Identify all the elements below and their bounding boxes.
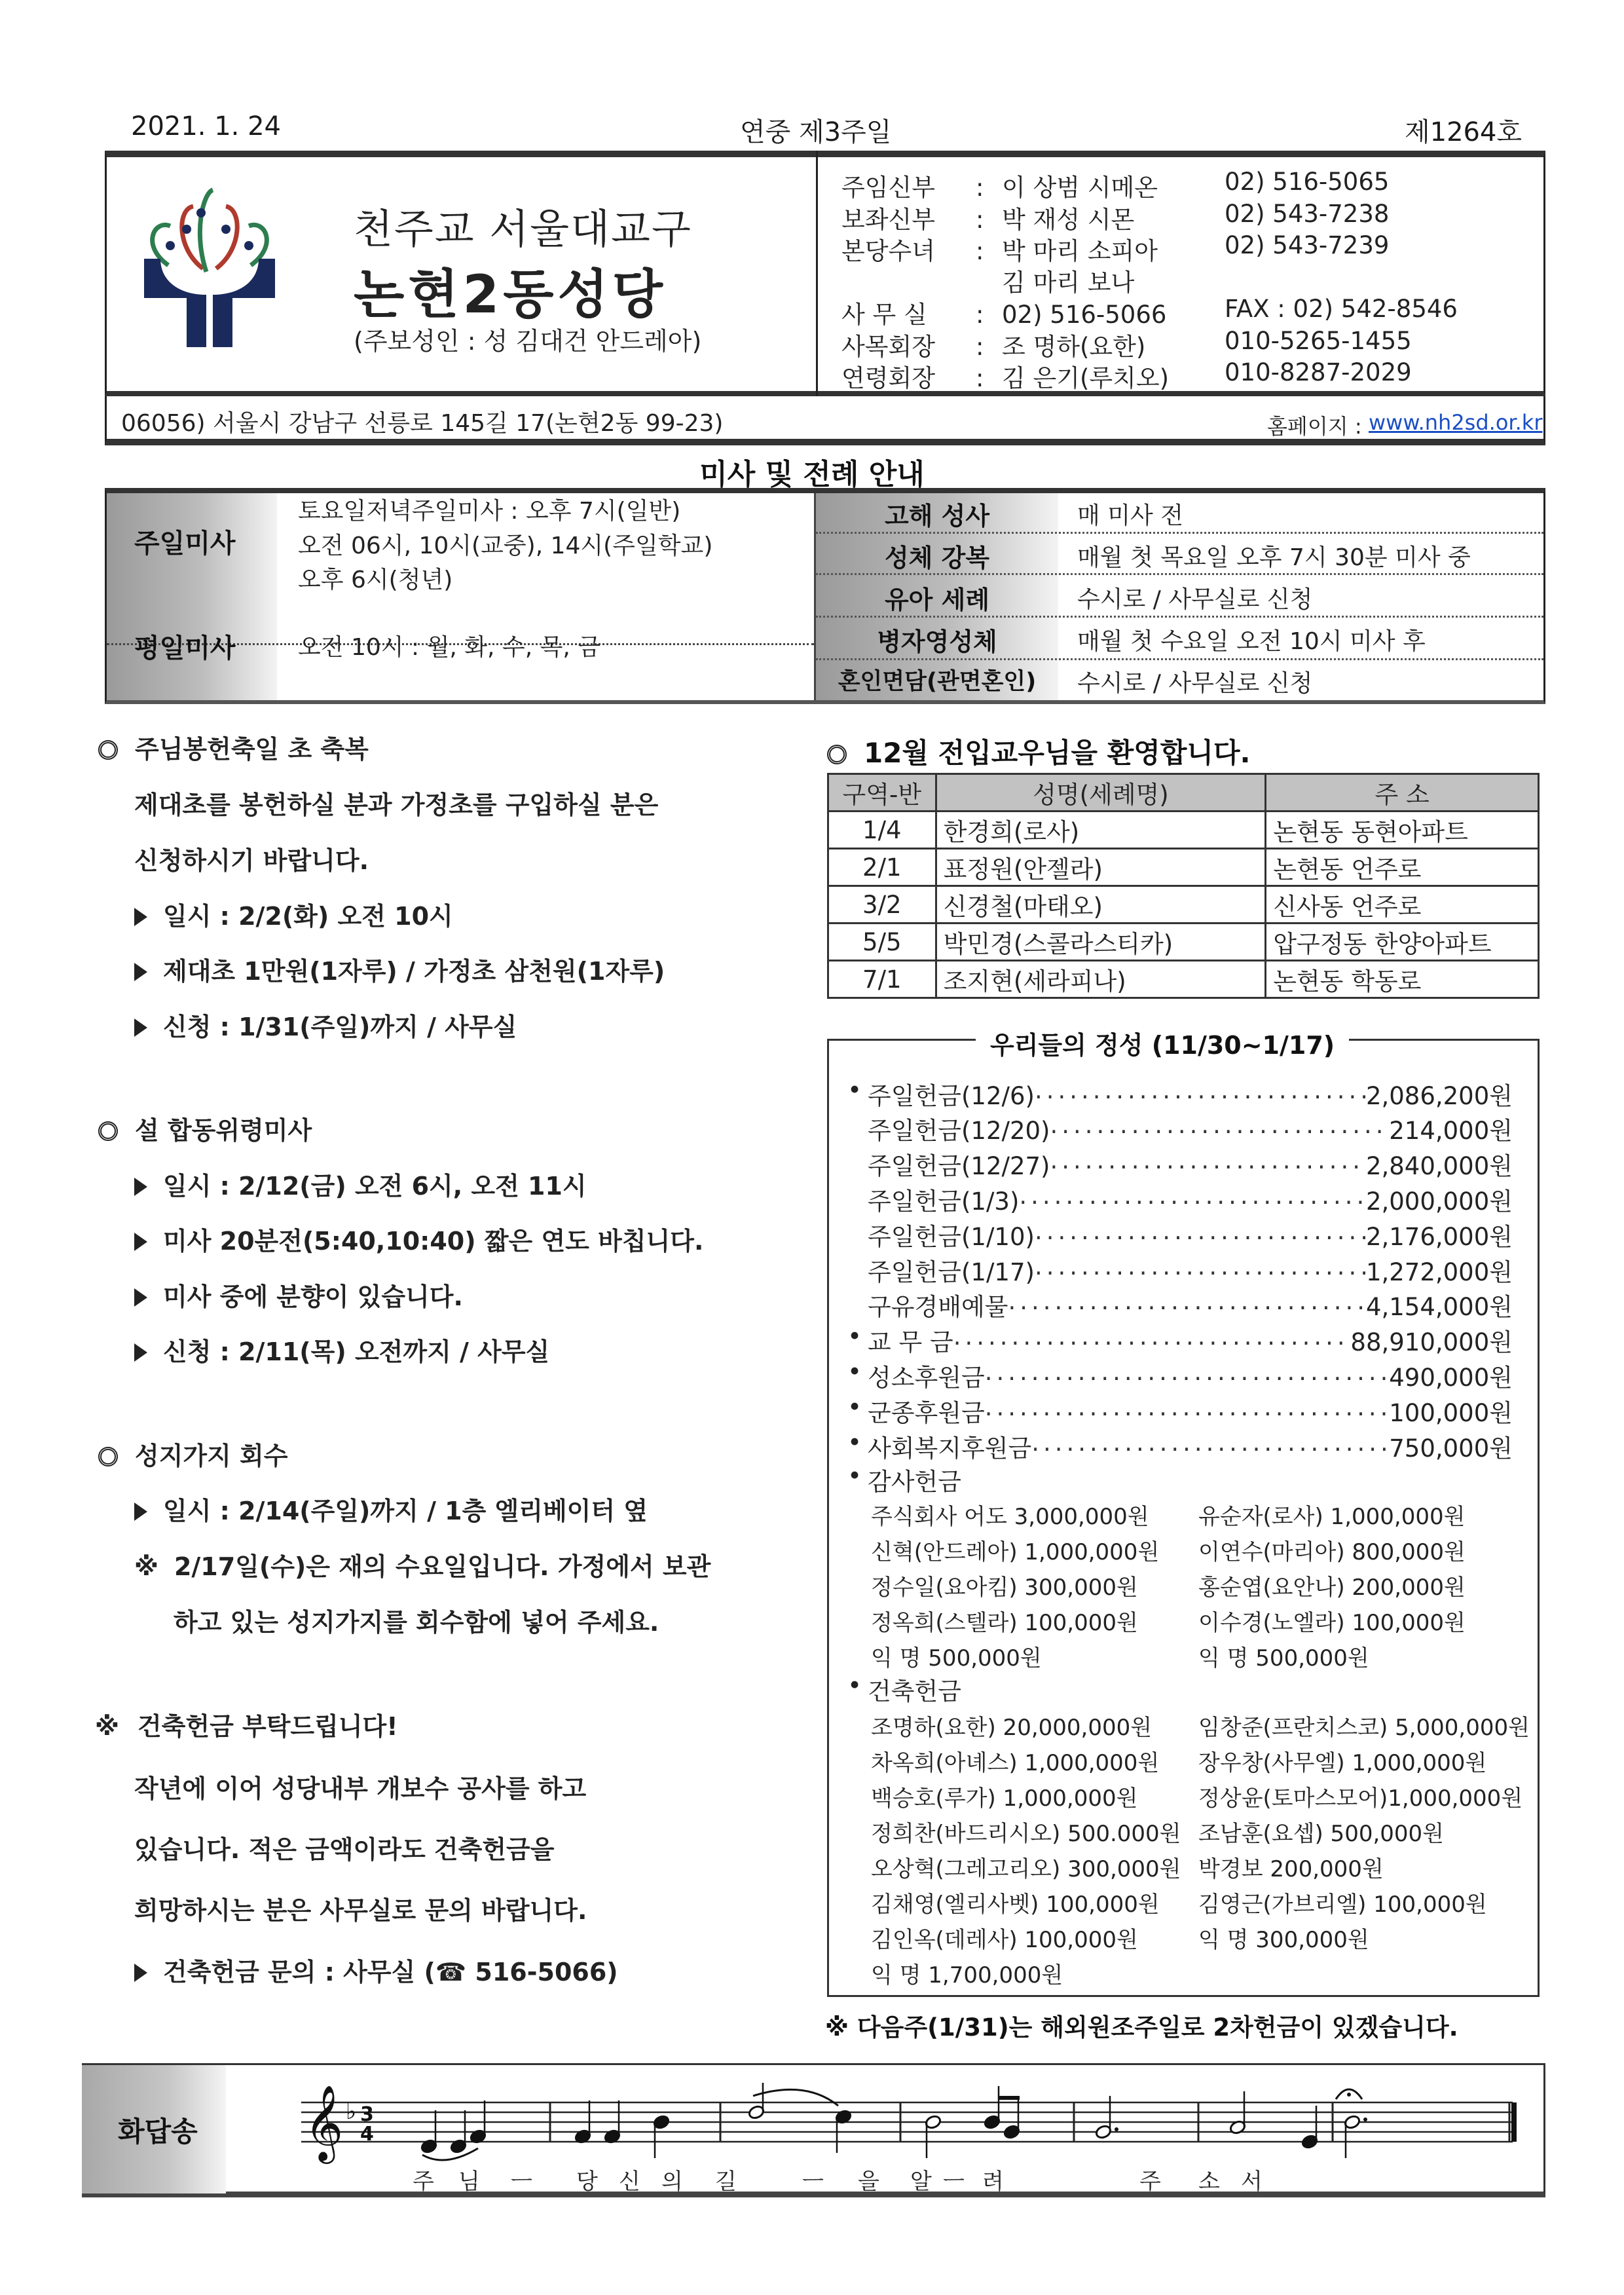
rite-text: 매월 첫 수요일 오전 10시 미사 후 (1077, 628, 1426, 655)
notice-title-text: 설 합동위령미사 (135, 1116, 312, 1145)
offering-row (841, 1393, 1513, 1428)
dot-leader (1035, 1217, 1366, 1252)
offering-row (841, 1217, 1513, 1252)
rite-label: 고해 성사 (884, 502, 990, 531)
notice-body: 있습니다. 적은 금액이라도 건축헌금을 (134, 1835, 555, 1864)
bullet-text: 미사 20분전(5:40,10:40) 짧은 연도 바칩니다. (163, 1227, 704, 1256)
staff-row (841, 327, 1264, 362)
offering-amount: 2,840,000원 (1365, 1152, 1513, 1180)
issue-number: 제1264호 (1405, 117, 1522, 147)
patron-saint: (주보성인 : 성 김대건 안드레아) (354, 327, 702, 356)
double-circle-icon (98, 1121, 118, 1141)
notice-bullet (134, 896, 453, 932)
treble-clef-icon: 𝄞 (304, 2084, 344, 2161)
slur (753, 2089, 838, 2106)
bullet-icon: • (847, 1462, 862, 1490)
bullet-icon: • (847, 1322, 862, 1351)
dot-leader (1031, 1428, 1389, 1464)
staff-name: 조 명하(요한) (1002, 333, 1146, 361)
staff-name: 김 마리 보나 (1002, 269, 1135, 297)
staff-phone: 02) 543-7239 (1225, 231, 1390, 259)
donor-entry: 차옥희(아녜스) 1,000,000원 (871, 1750, 1160, 1776)
dot-leader (985, 1358, 1390, 1393)
staff-name: 박 마리 소피아 (1002, 237, 1158, 265)
donor-entry: 백승호(루가) 1,000,000원 (871, 1785, 1138, 1812)
notice-bullet (134, 1007, 517, 1043)
rite-text: 수시로 / 사무실로 신청 (1077, 670, 1313, 697)
triangle-bullet-icon (134, 1343, 147, 1362)
weekday-mass-text: 오전 10시 : 월, 화, 수, 목, 금 (298, 634, 601, 661)
offering-label: 주일헌금(12/20) (868, 1117, 1050, 1145)
offering-amount: 2,000,000원 (1365, 1187, 1513, 1216)
donor-entry: 익 명 300,000원 (1198, 1927, 1369, 1953)
donor-entry: 익 명 500,000원 (871, 1645, 1042, 1671)
lyric-syllable: 소 (1198, 2169, 1220, 2195)
table-header-row (828, 774, 1539, 812)
time-signature: 4 (360, 2123, 374, 2146)
notice-title-memorial (98, 1110, 312, 1146)
offering-row (841, 1182, 1513, 1217)
name-cell: 한경희(로사) (936, 812, 1266, 849)
donor-entry: 유순자(로사) 1,000,000원 (1198, 1504, 1466, 1530)
welcome-title (827, 732, 1251, 771)
lyric-syllable: 길 (715, 2169, 737, 2195)
dot-leader (985, 1393, 1390, 1428)
staff-name: 이 상범 시메온 (1002, 174, 1158, 202)
offering-label: 사회복지후원금 (868, 1434, 1032, 1463)
double-circle-icon (98, 1447, 118, 1466)
section-label: 감사헌금 (868, 1468, 961, 1496)
offerings-title: 우리들의 정성 (11/30~1/17) (976, 1025, 1349, 1061)
zone-cell: 3/2 (828, 886, 936, 924)
notice-title-text: 주님봉헌축일 초 축복 (135, 735, 369, 764)
lyric-syllable: 주 (413, 2169, 434, 2195)
address-cell: 압구정동 한양아파트 (1266, 924, 1539, 961)
staff-role: 연령회장 (841, 364, 935, 392)
diocese-name: 천주교 서울대교구 (354, 205, 692, 253)
mass-section-title: 미사 및 전례 안내 (699, 458, 925, 491)
notice-title-palms (98, 1436, 287, 1472)
colon: : (976, 301, 984, 329)
lyric-syllable: 서 (1241, 2169, 1263, 2195)
lyric-syllable: 님 (458, 2169, 480, 2195)
staff-name: 김 은기(루치오) (1002, 364, 1170, 392)
bullet-icon (841, 1111, 868, 1146)
sunday-mass-label-cell (107, 493, 277, 644)
staff-role: 보좌신부 (841, 206, 935, 234)
rite-text: 매월 첫 목요일 오후 7시 30분 미사 중 (1077, 544, 1471, 571)
offering-row (841, 1322, 1513, 1358)
flat-icon: ♭ (346, 2099, 357, 2125)
staff-role: 사목회장 (841, 333, 935, 361)
dot-leader (1035, 1252, 1366, 1288)
bullet-text: 일시 : 2/2(화) 오전 10시 (163, 902, 453, 931)
rite-label: 성체 강복 (884, 544, 990, 572)
address-cell: 신사동 언주로 (1266, 886, 1539, 924)
donor-entry: 이수경(노엘라) 100,000원 (1198, 1610, 1466, 1636)
offering-amount: 88,910,000원 (1350, 1328, 1513, 1356)
offering-row (841, 1428, 1513, 1464)
donor-entry: 김채영(엘리사벳) 100,000원 (871, 1892, 1160, 1918)
bullet-text: 건축헌금 문의 : 사무실 (☎ 516-5066) (163, 1958, 618, 1987)
table-row (828, 849, 1539, 886)
lyric-syllable: 당 (576, 2169, 598, 2195)
reference-mark-icon: ※ (95, 1712, 119, 1741)
colon: : (976, 206, 984, 234)
colon: : (976, 364, 984, 392)
staff-phone: 02) 516-5065 (1225, 168, 1390, 196)
offering-row (841, 1111, 1513, 1146)
staff-role: 주임신부 (841, 174, 935, 202)
masthead-divider (816, 151, 818, 396)
final-barline (1511, 2102, 1517, 2142)
lyric-syllable: 의 (661, 2169, 683, 2195)
donor-entry: 박경보 200,000원 (1198, 1856, 1384, 1882)
staff-role: 사 무 실 (841, 301, 927, 329)
offering-amount: 214,000원 (1389, 1117, 1513, 1145)
dot-leader (953, 1322, 1351, 1358)
offering-label: 주일헌금(1/17) (868, 1258, 1035, 1286)
notice-body: 희망하시는 분은 사무실로 문의 바랍니다. (134, 1896, 587, 1925)
lyric-syllable: ㅡ (802, 2169, 824, 2195)
bullet-icon (841, 1287, 868, 1322)
name-cell: 박민경(스콜라스티카) (936, 924, 1266, 961)
table-row (828, 812, 1539, 849)
column-header: 성명(세례명) (936, 774, 1266, 812)
homepage-link[interactable]: www.nh2sd.or.kr (1369, 410, 1543, 435)
sunday-mass-line: 오후 6시(청년) (298, 567, 453, 593)
notice-body: 제대초를 봉헌하실 분과 가정초를 구입하실 분은 (134, 791, 659, 819)
lyric-syllable: ㅡ (943, 2169, 965, 2195)
zone-cell: 1/4 (828, 812, 936, 849)
offering-row (841, 1076, 1513, 1111)
triangle-bullet-icon (134, 1964, 147, 1982)
lyric-syllable: 주 (1139, 2169, 1161, 2195)
homepage-label: 홈페이지 : (1267, 414, 1362, 439)
colon: : (976, 237, 984, 265)
offering-label: 주일헌금(12/6) (868, 1082, 1035, 1110)
triangle-bullet-icon (134, 1233, 147, 1251)
notice-bullet (134, 1166, 587, 1202)
dot-leader (1050, 1111, 1389, 1146)
section-label: 건축헌금 (868, 1677, 961, 1706)
donor-entry: 주식회사 어도 3,000,000원 (871, 1504, 1149, 1530)
bullet-icon (841, 1252, 868, 1288)
dot-leader (1008, 1287, 1365, 1322)
colon: : (976, 333, 984, 361)
notice-title-text: 성지가지 회수 (135, 1442, 288, 1470)
donor-entry: 임창준(프란치스코) 5,000,000원 (1198, 1715, 1530, 1741)
parish-name: 논현2동성당 (354, 264, 667, 325)
bullet-icon: • (847, 1358, 862, 1386)
note-text: 하고 있는 성지가지를 회수함에 넣어 주세요. (174, 1608, 659, 1637)
lyric-syllable: ㅡ (511, 2169, 532, 2195)
notice-bullet (134, 1221, 703, 1257)
rite-label: 병자영성체 (877, 627, 997, 656)
bullet-text: 미사 중에 분향이 있습니다. (163, 1282, 463, 1311)
liturgical-sunday: 연중 제3주일 (740, 117, 892, 147)
fermata-dot (1347, 2093, 1351, 2097)
rite-label: 혼인면담(관면혼인) (838, 669, 1037, 695)
dot-leader (1019, 1182, 1366, 1217)
notes (420, 2083, 1367, 2158)
rite-text: 수시로 / 사무실로 신청 (1077, 586, 1313, 613)
notice-title-text: 건축헌금 부탁드립니다! (137, 1712, 398, 1741)
staff-row (841, 295, 1264, 330)
bullet-text: 제대초 1만원(1자루) / 가정초 삼천원(1자루) (163, 957, 665, 986)
notice-note (134, 1546, 710, 1582)
next-week-notice: ※ 다음주(1/31)는 해외원조주일로 2차헌금이 있겠습니다. (825, 2013, 1458, 2042)
notice-title-candles (98, 729, 369, 765)
donor-entry: 홍순엽(요안나) 200,000원 (1198, 1575, 1466, 1601)
time-signature: 3 (360, 2103, 374, 2126)
offering-row (841, 1146, 1513, 1182)
offering-row (841, 1252, 1513, 1288)
notice-bullet (134, 1491, 648, 1527)
table-row (828, 961, 1539, 998)
offering-amount: 2,176,000원 (1365, 1223, 1513, 1251)
staff-row (841, 168, 1264, 203)
weekday-mass-label: 평일미사 (134, 633, 236, 663)
bullet-icon (841, 1217, 868, 1252)
column-header: 주 소 (1266, 774, 1539, 812)
notice-title-building (95, 1706, 398, 1742)
offering-label: 주일헌금(1/3) (868, 1187, 1020, 1216)
donor-entry: 오상혁(그레고리오) 300,000원 (871, 1856, 1181, 1882)
offering-label: 구유경배예물 (868, 1293, 1008, 1321)
double-circle-icon (98, 740, 118, 760)
donor-entry: 김영근(가브리엘) 100,000원 (1198, 1892, 1487, 1918)
offering-label: 성소후원금 (868, 1364, 985, 1392)
offering-label: 군종후원금 (868, 1399, 985, 1427)
staff-row (841, 358, 1264, 394)
bullet-text: 일시 : 2/12(금) 오전 6시, 오전 11시 (163, 1172, 587, 1201)
dot (1115, 2127, 1118, 2131)
donor-entry: 익 명 1,700,000원 (871, 1962, 1063, 1988)
dotted-divider (816, 658, 1543, 660)
donor-entry: 조남훈(요셉) 500,000원 (1198, 1821, 1444, 1847)
offering-label: 주일헌금(12/27) (868, 1152, 1050, 1180)
bullet-icon: • (847, 1428, 862, 1457)
bullet-icon (841, 1182, 868, 1217)
offering-label: 교 무 금 (868, 1328, 953, 1356)
fax-number: FAX : 02) 542-8546 (1225, 295, 1458, 323)
table-row (828, 886, 1539, 924)
notice-bullet (134, 1277, 463, 1313)
note-text: 2/17일(수)은 재의 수요일입니다. 가정에서 보관 (174, 1552, 711, 1581)
beam (999, 2096, 1020, 2100)
bullet-text: 신청 : 2/11(목) 오전까지 / 사무실 (163, 1337, 550, 1366)
triangle-bullet-icon (134, 1018, 147, 1037)
dot (1363, 2118, 1367, 2121)
parish-logo-icon (141, 187, 278, 347)
parish-address: 06056) 서울시 강남구 선릉로 145길 17(논현2동 99-23) (121, 410, 724, 437)
donor-entry: 정옥희(스텔라) 100,000원 (871, 1610, 1138, 1636)
notice-bullet (134, 1952, 618, 1988)
staff-row (841, 200, 1264, 235)
donor-entry: 정상윤(토마스모어)1,000,000원 (1198, 1785, 1523, 1812)
bulletin-date: 2021. 1. 24 (131, 111, 282, 141)
staff-phone: 010-8287-2029 (1225, 358, 1412, 386)
reference-mark-icon: ※ (134, 1552, 158, 1581)
newcomers-table (827, 773, 1540, 999)
triangle-bullet-icon (134, 963, 147, 981)
name-cell: 표정원(안젤라) (936, 849, 1266, 886)
welcome-title-text: 12월 전입교우님을 환영합니다. (864, 737, 1251, 769)
triangle-bullet-icon (134, 1288, 147, 1307)
dot-leader (1050, 1146, 1365, 1182)
name-cell: 조지현(세라피나) (936, 961, 1266, 998)
donor-entry: 이연수(마리아) 800,000원 (1198, 1539, 1466, 1565)
lyric-syllable: 알 (910, 2169, 932, 2195)
sunday-mass-label: 주일미사 (134, 529, 236, 559)
staff-phone: 010-5265-1455 (1225, 327, 1412, 355)
lyric-syllable: 을 (858, 2169, 879, 2195)
donor-entry: 신혁(안드레아) 1,000,000원 (871, 1539, 1160, 1565)
notice-bullet (134, 951, 665, 987)
dotted-divider (816, 532, 1543, 534)
dotted-divider (816, 616, 1543, 618)
bullet-icon: • (847, 1076, 862, 1104)
rite-text: 매 미사 전 (1077, 502, 1183, 529)
staff-name: 박 재성 시몬 (1002, 206, 1135, 234)
zone-cell: 7/1 (828, 961, 936, 998)
offering-amount: 490,000원 (1389, 1364, 1513, 1392)
zone-cell: 5/5 (828, 924, 936, 961)
rite-label: 유아 세례 (884, 586, 990, 614)
donor-entry: 조명하(요한) 20,000,000원 (871, 1715, 1153, 1741)
offering-section (841, 1462, 1513, 1497)
lyric-syllable: 신 (619, 2169, 640, 2195)
zone-cell: 2/1 (828, 849, 936, 886)
table-row (828, 924, 1539, 961)
staff-row (841, 231, 1264, 267)
offering-row (841, 1287, 1513, 1322)
bullet-text: 일시 : 2/14(주일)까지 / 1층 엘리베이터 옆 (163, 1497, 648, 1525)
donor-entry: 정희찬(바드리시오) 500.000원 (871, 1821, 1181, 1847)
offering-amount: 1,272,000원 (1365, 1258, 1513, 1286)
triangle-bullet-icon (134, 908, 147, 926)
bullet-text: 신청 : 1/31(주일)까지 / 사무실 (163, 1013, 517, 1041)
triangle-bullet-icon (134, 1178, 147, 1196)
psalm-label: 화답송 (118, 2116, 198, 2148)
address-cell: 논현동 언주로 (1266, 849, 1539, 886)
staff-name: 02) 516-5066 (1002, 301, 1167, 329)
notice-body: 신청하시기 바랍니다. (134, 846, 369, 875)
lyric-syllable: 려 (982, 2169, 1004, 2195)
donor-entry: 익 명 500,000원 (1198, 1645, 1369, 1671)
offering-amount: 4,154,000원 (1365, 1293, 1513, 1321)
offering-label: 주일헌금(1/10) (868, 1223, 1035, 1251)
offering-row (841, 1358, 1513, 1393)
notice-bullet (134, 1332, 549, 1368)
offering-amount: 100,000원 (1389, 1399, 1513, 1427)
notice-body: 작년에 이어 성당내부 개보수 공사를 하고 (134, 1774, 587, 1803)
staff-row (841, 263, 1264, 298)
staff-role: 본당수녀 (841, 237, 935, 265)
donor-entry: 장우창(사무엘) 1,000,000원 (1198, 1750, 1487, 1776)
bullet-icon: • (847, 1393, 862, 1421)
donor-entry: 김인옥(데레사) 100,000원 (871, 1927, 1138, 1953)
offering-section (841, 1671, 1513, 1707)
colon: : (976, 174, 984, 202)
address-cell: 논현동 학동로 (1266, 961, 1539, 998)
bullet-icon: • (847, 1671, 862, 1700)
triangle-bullet-icon (134, 1502, 147, 1521)
donor-entry: 정수일(요아킴) 300,000원 (871, 1575, 1138, 1601)
name-cell: 신경철(마태오) (936, 886, 1266, 924)
address-cell: 논현동 동현아파트 (1266, 812, 1539, 849)
dot-leader (1035, 1076, 1366, 1111)
sunday-mass-line: 오전 06시, 10시(교중), 14시(주일학교) (298, 532, 713, 559)
bullet-icon (841, 1146, 868, 1182)
offering-amount: 750,000원 (1389, 1434, 1513, 1463)
staff-phone: 02) 543-7238 (1225, 200, 1390, 228)
double-circle-icon (827, 745, 847, 764)
column-header: 구역-반 (828, 774, 936, 812)
offering-amount: 2,086,200원 (1365, 1082, 1513, 1110)
sunday-mass-line: 토요일저녁주일미사 : 오후 7시(일반) (298, 498, 681, 525)
